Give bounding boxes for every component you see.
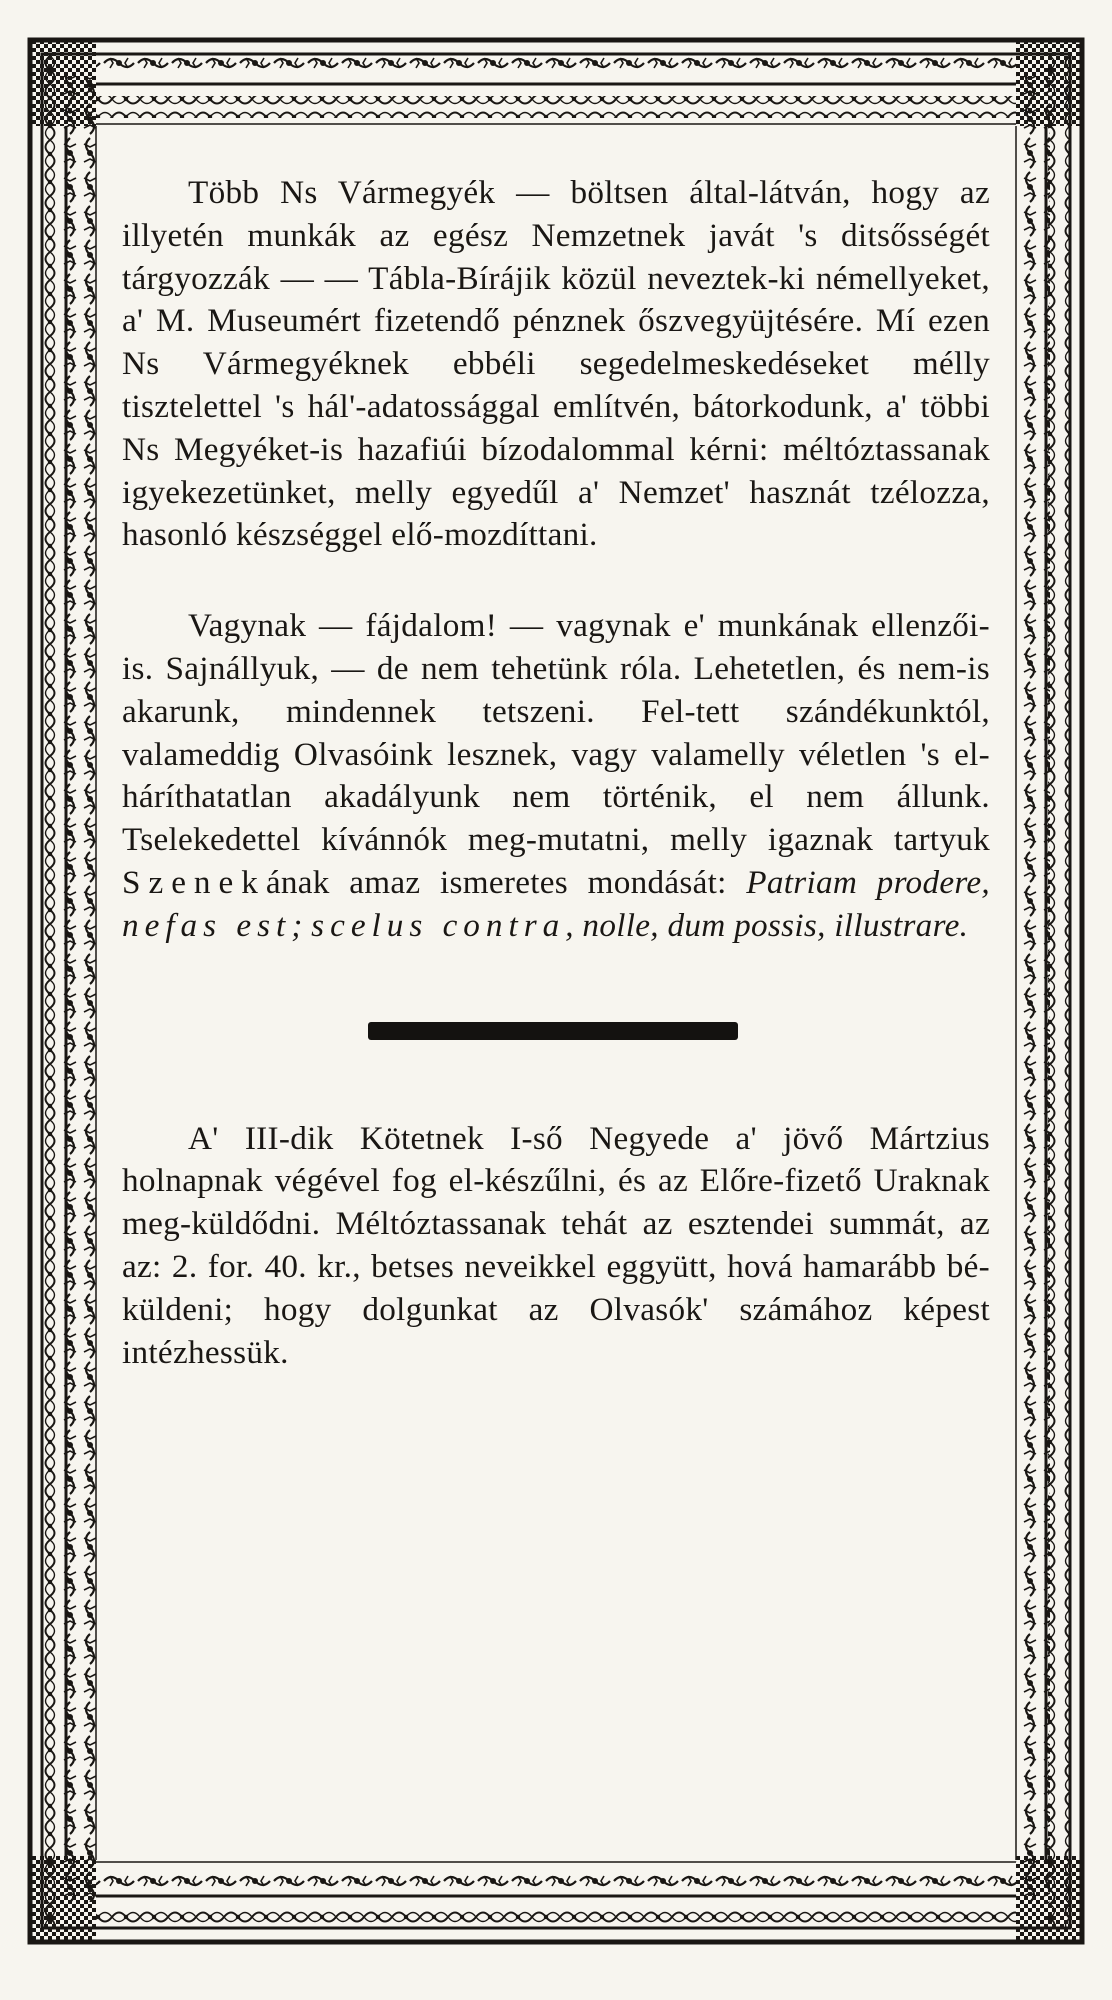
paragraph-opponents-text: Vagynak — fájdalom! — vagynak e' munkának ellenzői-is. Sajnállyuk, — de nem tehetünk róla. Lehetetlen, és nem-is akarunk, mindennek tetszeni. Fel-tett szándékunktól, valameddig Olvasóink lesznek, vagy valamelly véletlen 's el-háríthatatlan akadályunk nem történik, el nem állunk. Tselekedettel kívánnók meg-mutatni, melly igaznak tartyuk bbox=[122, 607, 990, 859]
article-body bbox=[122, 172, 990, 1374]
section-divider bbox=[368, 1022, 738, 1040]
author-name-spaced: Szenek bbox=[122, 863, 266, 901]
latin-quote-part-b: nefas est bbox=[122, 906, 292, 944]
author-name-suffix: ának amaz ismeretes mondását: bbox=[265, 863, 747, 901]
latin-quote-part-e: , nolle, dum possis, illustrare. bbox=[565, 906, 969, 944]
paragraph-subscription: A' III-dik Kötetnek I-ső Negyede a' jövő Mártzius holnapnak végével fog el-készűlni, és az Előre-fizető Uraknak meg-küldődni. Méltóztassanak tehát az esztendei summát, az az: 2. for. 40. kr., betses neveikkel eggyütt, hová hamarább bé-küldeni; hogy dolgunkat az Olvasók' számához képest intézhessük. bbox=[122, 1119, 990, 1371]
latin-quote-part-d: scelus contra bbox=[311, 906, 566, 944]
paragraph-opponents bbox=[122, 605, 990, 947]
latin-quote-part-a: Patriam prodere, bbox=[746, 863, 990, 901]
paragraph-counties: Több Ns Vármegyék — böltsen által-látván, hogy az illyetén munkák az egész Nemzetnek javát 's ditsősségét tárgyozzák — — Tábla-Bírájik közül neveztek-ki némellyeket, a' M. Museumért fizetendő pénznek őszvegyüjtésére. Mí ezen Ns Vármegyéknek ebbéli segedelmeskedéseket mélly tisztelettel 's hál'-adatossággal említvén, bátorkodunk, a' többi Ns Megyéket-is hazafiúi bízodalommal kérni: méltóztassanak igyekezetünket, melly egyedűl a' Nemzet' hasznát tzélozza, hasonló készséggel elő-mozdíttani. bbox=[122, 174, 990, 554]
latin-quote-part-c: ; bbox=[291, 906, 312, 944]
